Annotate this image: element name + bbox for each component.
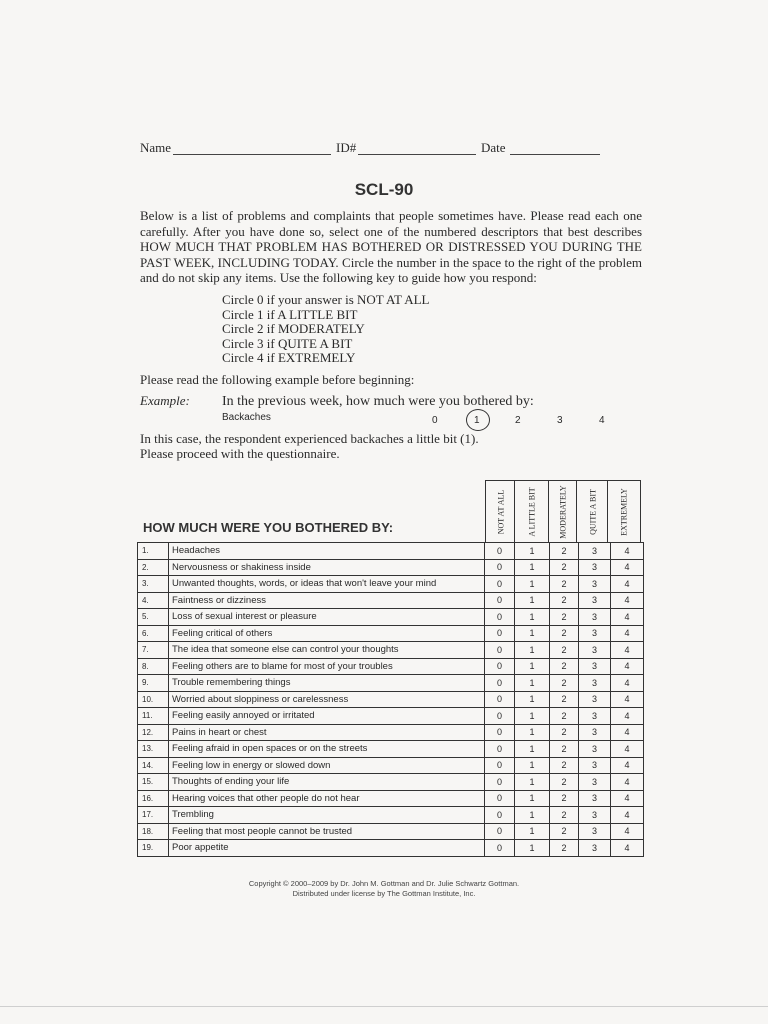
response-option[interactable]: 0: [485, 559, 515, 576]
response-option[interactable]: 4: [611, 543, 644, 560]
column-header: [485, 480, 515, 543]
item-text: Feeling others are to blame for most of your troubles: [169, 658, 485, 675]
response-option[interactable]: 2: [550, 543, 579, 560]
response-option[interactable]: 0: [485, 576, 515, 593]
response-option[interactable]: 0: [485, 691, 515, 708]
column-header-label: NOT AT ALL: [496, 489, 505, 535]
column-header-label: MODERATELY: [558, 485, 568, 539]
table-row: [138, 691, 644, 708]
column-header-label: QUITE A BIT: [588, 489, 597, 535]
item-number: 3.: [138, 576, 169, 593]
key-line: Circle 4 if EXTREMELY: [222, 350, 356, 365]
id-field[interactable]: [358, 154, 476, 155]
response-option[interactable]: 3: [579, 609, 611, 626]
response-option[interactable]: 3: [579, 741, 611, 758]
response-option[interactable]: 2: [550, 823, 579, 840]
response-option[interactable]: 4: [611, 724, 644, 741]
response-option[interactable]: 1: [515, 658, 550, 675]
table-row: [138, 592, 644, 609]
response-option[interactable]: 3: [579, 774, 611, 791]
table-row: [138, 823, 644, 840]
response-option[interactable]: 2: [550, 790, 579, 807]
response-option[interactable]: 1: [515, 790, 550, 807]
item-text: Trouble remembering things: [169, 675, 485, 692]
response-option[interactable]: 4: [611, 609, 644, 626]
response-option[interactable]: 1: [515, 741, 550, 758]
conclusion-line: Please proceed with the questionnaire.: [140, 446, 340, 461]
response-option[interactable]: 0: [485, 658, 515, 675]
page-edge: [0, 1006, 768, 1007]
example-intro: Please read the following example before beginning:: [140, 372, 415, 387]
table-row: [138, 609, 644, 626]
item-text: Thoughts of ending your life: [169, 774, 485, 791]
item-text: Worried about sloppiness or carelessness: [169, 691, 485, 708]
response-option[interactable]: 0: [485, 625, 515, 642]
response-option[interactable]: 4: [611, 658, 644, 675]
response-option[interactable]: 0: [485, 741, 515, 758]
item-number: 4.: [138, 592, 169, 609]
response-option[interactable]: 4: [611, 790, 644, 807]
response-option[interactable]: 1: [515, 592, 550, 609]
response-option[interactable]: 1: [515, 757, 550, 774]
response-option[interactable]: 4: [611, 840, 644, 857]
example-item: Backaches: [222, 412, 271, 423]
response-option[interactable]: 3: [579, 625, 611, 642]
response-option[interactable]: 3: [579, 576, 611, 593]
response-option[interactable]: 2: [550, 807, 579, 824]
response-option[interactable]: 4: [611, 757, 644, 774]
response-option[interactable]: 3: [579, 559, 611, 576]
table-row: [138, 790, 644, 807]
item-text: Feeling that most people cannot be trusted: [169, 823, 485, 840]
response-option[interactable]: 2: [550, 625, 579, 642]
item-text: Trembling: [169, 807, 485, 824]
item-number: 10.: [138, 691, 169, 708]
response-option[interactable]: 4: [611, 823, 644, 840]
name-field[interactable]: [173, 154, 331, 155]
column-header: [548, 480, 577, 543]
response-option[interactable]: 0: [485, 592, 515, 609]
id-label: ID#: [336, 140, 357, 155]
date-field[interactable]: [510, 154, 600, 155]
table-row: [138, 559, 644, 576]
copyright-line: Distributed under license by The Gottman Institute, Inc.: [292, 889, 476, 898]
response-option[interactable]: 1: [515, 559, 550, 576]
response-option[interactable]: 1: [515, 724, 550, 741]
table-row: [138, 807, 644, 824]
response-option[interactable]: 3: [579, 790, 611, 807]
item-text: Poor appetite: [169, 840, 485, 857]
item-number: 13.: [138, 741, 169, 758]
item-number: 14.: [138, 757, 169, 774]
response-option[interactable]: 0: [485, 790, 515, 807]
item-text: Loss of sexual interest or pleasure: [169, 609, 485, 626]
key-line: Circle 1 if A LITTLE BIT: [222, 306, 358, 322]
item-number: 8.: [138, 658, 169, 675]
table-row: [138, 757, 644, 774]
table-heading: HOW MUCH WERE YOU BOTHERED BY:: [143, 520, 394, 535]
response-option[interactable]: 1: [515, 691, 550, 708]
key-line: Circle 0 if your answer is NOT AT ALL: [222, 292, 430, 307]
item-text: Feeling afraid in open spaces or on the streets: [169, 741, 485, 758]
response-option[interactable]: 3: [579, 543, 611, 560]
example-option: 3: [557, 415, 563, 426]
item-number: 19.: [138, 840, 169, 857]
response-option[interactable]: 4: [611, 708, 644, 725]
response-option[interactable]: 2: [550, 774, 579, 791]
response-option[interactable]: 1: [515, 708, 550, 725]
response-option[interactable]: 2: [550, 691, 579, 708]
column-header-label: A LITTLE BIT: [527, 487, 537, 537]
response-option[interactable]: 3: [579, 724, 611, 741]
item-text: Faintness or dizziness: [169, 592, 485, 609]
response-key: [222, 293, 430, 366]
response-option[interactable]: 2: [550, 708, 579, 725]
response-option[interactable]: 3: [579, 757, 611, 774]
response-option[interactable]: 2: [550, 757, 579, 774]
example-option: 0: [432, 415, 438, 426]
item-number: 18.: [138, 823, 169, 840]
item-text: Headaches: [169, 543, 485, 560]
example-option: 4: [599, 415, 605, 426]
response-option[interactable]: 1: [515, 576, 550, 593]
example-option-selected: 1: [474, 415, 480, 426]
item-number: 2.: [138, 559, 169, 576]
response-option[interactable]: 1: [515, 642, 550, 659]
copyright-line: Copyright © 2000–2009 by Dr. John M. Gottman and Dr. Julie Schwartz Gottman.: [248, 879, 520, 888]
response-option[interactable]: 3: [579, 658, 611, 675]
item-number: 7.: [138, 642, 169, 659]
column-header: [514, 480, 549, 543]
response-option[interactable]: 1: [515, 840, 550, 857]
table-row: [138, 708, 644, 725]
response-option[interactable]: 1: [515, 609, 550, 626]
item-number: 5.: [138, 609, 169, 626]
response-option[interactable]: 4: [611, 741, 644, 758]
table-row: [138, 840, 644, 857]
response-option[interactable]: 1: [515, 543, 550, 560]
table-row: [138, 642, 644, 659]
table-row: [138, 543, 644, 560]
response-option[interactable]: 3: [579, 840, 611, 857]
key-line: Circle 2 if MODERATELY: [222, 321, 365, 336]
item-text: Hearing voices that other people do not hear: [169, 790, 485, 807]
table-row: [138, 774, 644, 791]
response-option[interactable]: 4: [611, 774, 644, 791]
response-option[interactable]: 2: [550, 724, 579, 741]
response-option[interactable]: 3: [579, 691, 611, 708]
response-option[interactable]: 4: [611, 559, 644, 576]
column-header: [576, 480, 608, 543]
copyright: [0, 879, 768, 899]
conclusion-line: In this case, the respondent experienced backaches a little bit (1).: [140, 431, 479, 446]
item-number: 12.: [138, 724, 169, 741]
response-option[interactable]: 4: [611, 576, 644, 593]
date-label: Date: [481, 140, 506, 155]
response-option[interactable]: 0: [485, 708, 515, 725]
item-text: Nervousness or shakiness inside: [169, 559, 485, 576]
name-label: Name: [140, 140, 172, 155]
item-number: 15.: [138, 774, 169, 791]
response-option[interactable]: 2: [550, 609, 579, 626]
response-option[interactable]: 1: [515, 823, 550, 840]
table-row: [138, 741, 644, 758]
item-number: 17.: [138, 807, 169, 824]
response-option[interactable]: 2: [550, 592, 579, 609]
column-header: [607, 480, 641, 543]
response-option[interactable]: 3: [579, 823, 611, 840]
item-text: Pains in heart or chest: [169, 724, 485, 741]
item-text: The idea that someone else can control your thoughts: [169, 642, 485, 659]
response-option[interactable]: 0: [485, 543, 515, 560]
response-option[interactable]: 2: [550, 658, 579, 675]
table-row: [138, 576, 644, 593]
example-option: 2: [515, 415, 521, 426]
item-number: 6.: [138, 625, 169, 642]
table-row: [138, 675, 644, 692]
response-option[interactable]: 3: [579, 807, 611, 824]
response-option[interactable]: 4: [611, 675, 644, 692]
response-option[interactable]: 0: [485, 724, 515, 741]
item-number: 9.: [138, 675, 169, 692]
response-option[interactable]: 3: [579, 675, 611, 692]
response-option[interactable]: 0: [485, 609, 515, 626]
response-option[interactable]: 0: [485, 757, 515, 774]
example-label: Example:: [140, 393, 190, 408]
item-text: Unwanted thoughts, words, or ideas that won't leave your mind: [169, 576, 485, 593]
response-option[interactable]: 2: [550, 675, 579, 692]
response-option[interactable]: 2: [550, 576, 579, 593]
column-header-label: EXTREMELY: [619, 488, 629, 536]
response-option[interactable]: 2: [550, 840, 579, 857]
response-option[interactable]: 4: [611, 691, 644, 708]
response-option[interactable]: 0: [485, 840, 515, 857]
example-question: In the previous week, how much were you bothered by:: [222, 394, 534, 409]
response-option[interactable]: 3: [579, 708, 611, 725]
item-number: 11.: [138, 708, 169, 725]
symptom-table: [137, 542, 644, 857]
response-option[interactable]: 2: [550, 642, 579, 659]
response-option[interactable]: 2: [550, 559, 579, 576]
response-option[interactable]: 0: [485, 675, 515, 692]
response-option[interactable]: 2: [550, 741, 579, 758]
response-option[interactable]: 4: [611, 807, 644, 824]
response-option[interactable]: 4: [611, 642, 644, 659]
table-row: [138, 625, 644, 642]
item-number: 1.: [138, 543, 169, 560]
response-option[interactable]: 1: [515, 807, 550, 824]
response-option[interactable]: 1: [515, 625, 550, 642]
table-row: [138, 658, 644, 675]
item-number: 16.: [138, 790, 169, 807]
response-option[interactable]: 0: [485, 642, 515, 659]
item-text: Feeling low in energy or slowed down: [169, 757, 485, 774]
response-option[interactable]: 0: [485, 774, 515, 791]
table-row: [138, 724, 644, 741]
item-text: Feeling critical of others: [169, 625, 485, 642]
response-option[interactable]: 4: [611, 625, 644, 642]
key-line: Circle 3 if QUITE A BIT: [222, 335, 353, 351]
page-title: SCL-90: [354, 180, 414, 199]
instructions: Below is a list of problems and complaints that people sometimes have. Please read each one carefully. After you have done so, select one of the numbered descriptors that best describes HOW MUCH THAT PROBLEM HAS BOTHERED OR DISTRESSED YOU DURING THE PAST WEEK, INCLUDING TODAY. Circle the number in the space to the right of the problem and do not skip any items. Use the following key to guide how you respond:: [140, 208, 642, 285]
response-option[interactable]: 0: [485, 823, 515, 840]
response-option[interactable]: 3: [579, 642, 611, 659]
item-text: Feeling easily annoyed or irritated: [169, 708, 485, 725]
example-conclusion: [140, 431, 479, 461]
response-option[interactable]: 4: [611, 592, 644, 609]
response-option[interactable]: 0: [485, 807, 515, 824]
response-option[interactable]: 1: [515, 774, 550, 791]
response-option[interactable]: 1: [515, 675, 550, 692]
response-option[interactable]: 3: [579, 592, 611, 609]
